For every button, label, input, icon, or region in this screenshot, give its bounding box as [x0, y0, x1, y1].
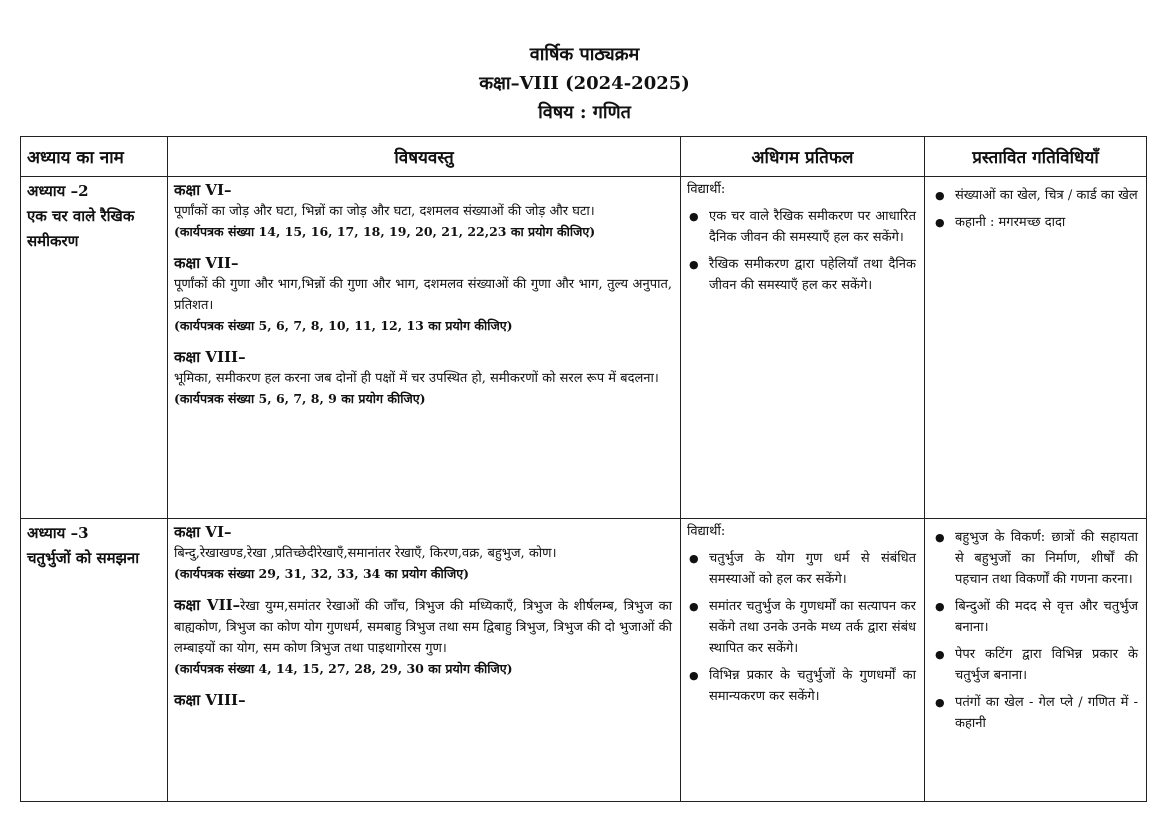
chapter-name: चतुर्भुजों को समझना [27, 549, 140, 567]
class-heading: कक्षा VIII– [174, 348, 246, 366]
content-text: पूर्णांकों की गुणा और भाग,भिन्नों की गुणा और भाग, दशमलव संख्याओं की गुणा और भाग, तुल्य अनुपात, प्रतिशत। [174, 277, 672, 313]
content-text: बिन्दु,रेखाखण्ड,रेखा ,प्रतिच्छेदीरेखाएँ,समानांतर रेखाएँ, किरण,वक्र, बहुभुज, कोण। [174, 546, 557, 561]
activities-cell [925, 519, 1147, 802]
class-heading: कक्षा VII– [174, 596, 241, 614]
worksheet-reference: (कार्यपत्रक संख्या 5, 6, 7, 8, 10, 11, 12, 13 का प्रयोग कीजिए) [174, 318, 513, 333]
column-header-chapter: अध्याय का नाम [21, 137, 168, 177]
outcome-item: ● चतुर्भुज के योग गुण धर्म से संबंधित समस्याओं को हल कर सकेंगे। [687, 548, 916, 590]
outcome-item: ● रैखिक समीकरण द्वारा पहेलियाँ तथा दैनिक जीवन की समस्याएँ हल कर सकेंगे। [687, 254, 916, 296]
class-heading: कक्षा VI– [174, 523, 232, 541]
class-line: कक्षा–VIII (2024-2025) [479, 73, 690, 94]
column-header-content: विषयवस्तु [168, 137, 681, 177]
activity-item: ● संख्याओं का खेल, चित्र / कार्ड का खेल [933, 185, 1138, 206]
class-heading: कक्षा VI– [174, 181, 232, 199]
content-text: पूर्णांकों का जोड़ और घटा, भिन्नों का जोड़ और घटा, दशमलव संख्याओं की जोड़ और घटा। [174, 204, 595, 219]
worksheet-reference: (कार्यपत्रक संख्या 4, 14, 15, 27, 28, 29, 30 का प्रयोग कीजिए) [174, 661, 513, 676]
outcome-item: ● विभिन्न प्रकार के चतुर्भुजों के गुणधर्मों का समान्यकरण कर सकेंगे। [687, 665, 916, 707]
class-heading: कक्षा VII– [174, 254, 239, 272]
activity-item: ● कहानी : मगरमच्छ दादा [933, 212, 1138, 233]
content-cell [168, 519, 681, 802]
document-title: वार्षिक पाठ्यक्रम [529, 44, 640, 65]
table-row [21, 519, 1147, 802]
column-header-outcomes: अधिगम प्रतिफल [681, 137, 925, 177]
chapter-number: अध्याय –2 [27, 182, 89, 200]
chapter-cell [21, 519, 168, 802]
chapter-name: एक चर वाले रैखिक समीकरण [27, 207, 135, 250]
content-text: भूमिका, समीकरण हल करना जब दोनों ही पक्षों में चर उपस्थित हो, समीकरणों को सरल रूप में बदलना। [174, 371, 659, 386]
class-heading: कक्षा VIII– [174, 691, 246, 709]
activity-item: ● बिन्दुओं की मदद से वृत्त और चतुर्भुज बनाना। [933, 596, 1138, 638]
subject-line: विषय : गणित [538, 102, 631, 123]
outcomes-cell [681, 519, 925, 802]
chapter-number: अध्याय –3 [27, 524, 89, 542]
column-header-activities: प्रस्तावित गतिविधियाँ [925, 137, 1147, 177]
document-header [0, 40, 1169, 127]
syllabus-table [20, 136, 1147, 802]
activity-item: ● बहुभुज के विकर्ण: छात्रों की सहायता से बहुभुजों का निर्माण, शीर्षों की पहचान तथा विकर्णों की गणना करना। [933, 527, 1138, 590]
chapter-cell [21, 177, 168, 519]
table-header-row [21, 137, 1147, 177]
outcome-label: विद्यार्थी: [687, 182, 726, 197]
outcome-item: ● एक चर वाले रैखिक समीकरण पर आधारित दैनिक जीवन की समस्याएँ हल कर सकेंगे। [687, 206, 916, 248]
worksheet-reference: (कार्यपत्रक संख्या 29, 31, 32, 33, 34 का प्रयोग कीजिए) [174, 566, 470, 581]
activity-item: ● पेपर कटिंग द्वारा विभिन्न प्रकार के चतुर्भुज बनाना। [933, 644, 1138, 686]
outcomes-cell [681, 177, 925, 519]
worksheet-reference: (कार्यपत्रक संख्या 14, 15, 16, 17, 18, 19, 20, 21, 22,23 का प्रयोग कीजिए) [174, 224, 596, 239]
content-cell [168, 177, 681, 519]
activities-cell [925, 177, 1147, 519]
table-row [21, 177, 1147, 519]
worksheet-reference: (कार्यपत्रक संख्या 5, 6, 7, 8, 9 का प्रयोग कीजिए) [174, 391, 426, 406]
outcome-label: विद्यार्थी: [687, 524, 726, 539]
content-text: रेखा युग्म,समांतर रेखाओं की जाँच, त्रिभुज की मध्यिकाएँ, त्रिभुज के शीर्षलम्ब, त्रिभुज का बाह्यकोण, त्रिभुज का कोण योग गुणधर्म, समबाहु त्रिभुज तथा सम द्विबाहु त्रिभुज, त्रिभुज की दो भुजाओं की लम्बाइयों का योग, सम कोण त्रिभुज तथा पाइथागोरस गुण। [174, 599, 672, 656]
activity-item: ● पतंगों का खेल - गेल प्ले / गणित में - कहानी [933, 692, 1138, 734]
outcome-item: ● समांतर चतुर्भुज के गुणधर्मों का सत्यापन कर सकेंगे तथा उनके उनके मध्य तर्क द्वारा संबंध स्थापित कर सकेंगे। [687, 596, 916, 659]
